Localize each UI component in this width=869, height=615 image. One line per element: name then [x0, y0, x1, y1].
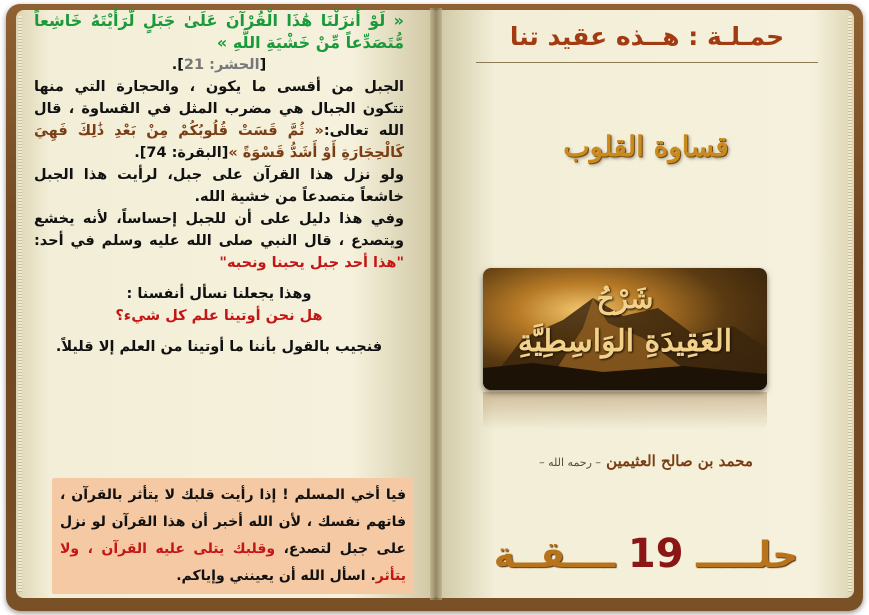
verse-reference-baqarah: [البقرة: 74]. [134, 145, 229, 161]
page-edge [848, 16, 852, 592]
page-edge [18, 16, 22, 592]
banner-reflection [483, 392, 767, 430]
paragraph-text: الجبل من أقسى ما يكون ، والحجارة التي منها تتكون الجبال هي مضرب المثل في القساوة ، قال الله تعالى: [34, 79, 404, 139]
advice-text: فيا أخي المسلم ! إذا رأيت قلبك لا يتأثر بالقرآن ، فاتهم نفسك ، لأن الله أخبر أن هذا القرآن لو نزل على جبل لتصدع، [60, 487, 406, 557]
ref-bracket: ]. [171, 57, 184, 73]
advice-text-end: . اسأل الله أن يعينني وإياكم. [176, 568, 376, 584]
book-banner-image [483, 268, 767, 390]
paragraph-mountains [34, 76, 404, 164]
ref-surah: الحشر: 21 [183, 57, 260, 73]
question-text: هل نحن أوتينا علم كل شيء؟ [115, 308, 323, 324]
advice-box [52, 478, 414, 594]
lesson-title: قساوة القلوب [563, 130, 729, 163]
episode-prefix: حلـــــ [696, 535, 799, 576]
author-note: – رحمه الله – [539, 456, 601, 469]
author-name: محمد بن صالح العثيمين [606, 452, 753, 470]
paragraph-descended: ولو نزل هذا القرآن على جبل، لرأيت هذا الجبل خاشعاً متصدعاً من خشية الله. [34, 167, 404, 205]
campaign-underline [476, 62, 818, 63]
paragraph-uhud [34, 208, 404, 274]
left-page-text [34, 10, 404, 358]
advice-highlight: وقلبك يتلى عليه القرآن ، ولا يتأثر [60, 541, 406, 584]
episode-number: 19 [627, 531, 684, 577]
ref-bracket: [ [259, 57, 267, 73]
verse-reference-hashr [34, 54, 404, 76]
hadith-quote: "هذا أحد جبل يحبنا ونحبه" [219, 255, 404, 271]
banner-title-top: شَرْحُ [596, 282, 654, 315]
quran-verse-baqarah: « ثُمَّ قَسَتْ قُلُوبُكُمْ مِنْ بَعْدِ ذَٰلِكَ فَهِيَ كَالْحِجَارَةِ أَوْ أَشَدُّ قَسْوَةً » [34, 123, 404, 161]
banner-title-bottom: العَقِيدَةِ الوَاسِطِيَّةِ [517, 324, 733, 359]
episode-label [476, 528, 816, 580]
question-intro: وهذا يجعلنا نسأل أنفسنا : [126, 286, 312, 302]
quran-verse-hashr: « لَوْ أَنزَلْنَا هَٰذَا الْقُرْآنَ عَلَىٰ جَبَلٍ لَّرَأَيْتَهُ خَاشِعاً مُّتَصَدِّعاً مِّنْ خَشْيَةِ اللَّهِ » [34, 11, 404, 52]
episode-suffix: ــــقــة [493, 535, 616, 576]
author-line [476, 452, 816, 470]
book-spine [430, 8, 442, 600]
paragraph-text: وفي هذا دليل على أن للجبل إحساساً، لأنه يخشع ويتصدع ، قال النبي صلى الله عليه وسلم في أحد: [34, 211, 404, 249]
campaign-title: حمـلـة : هــذه عقيد تنا [509, 22, 785, 51]
answer-text: فنجيب بالقول بأننا ما أوتينا من العلم إلا قليلاً. [55, 339, 383, 355]
